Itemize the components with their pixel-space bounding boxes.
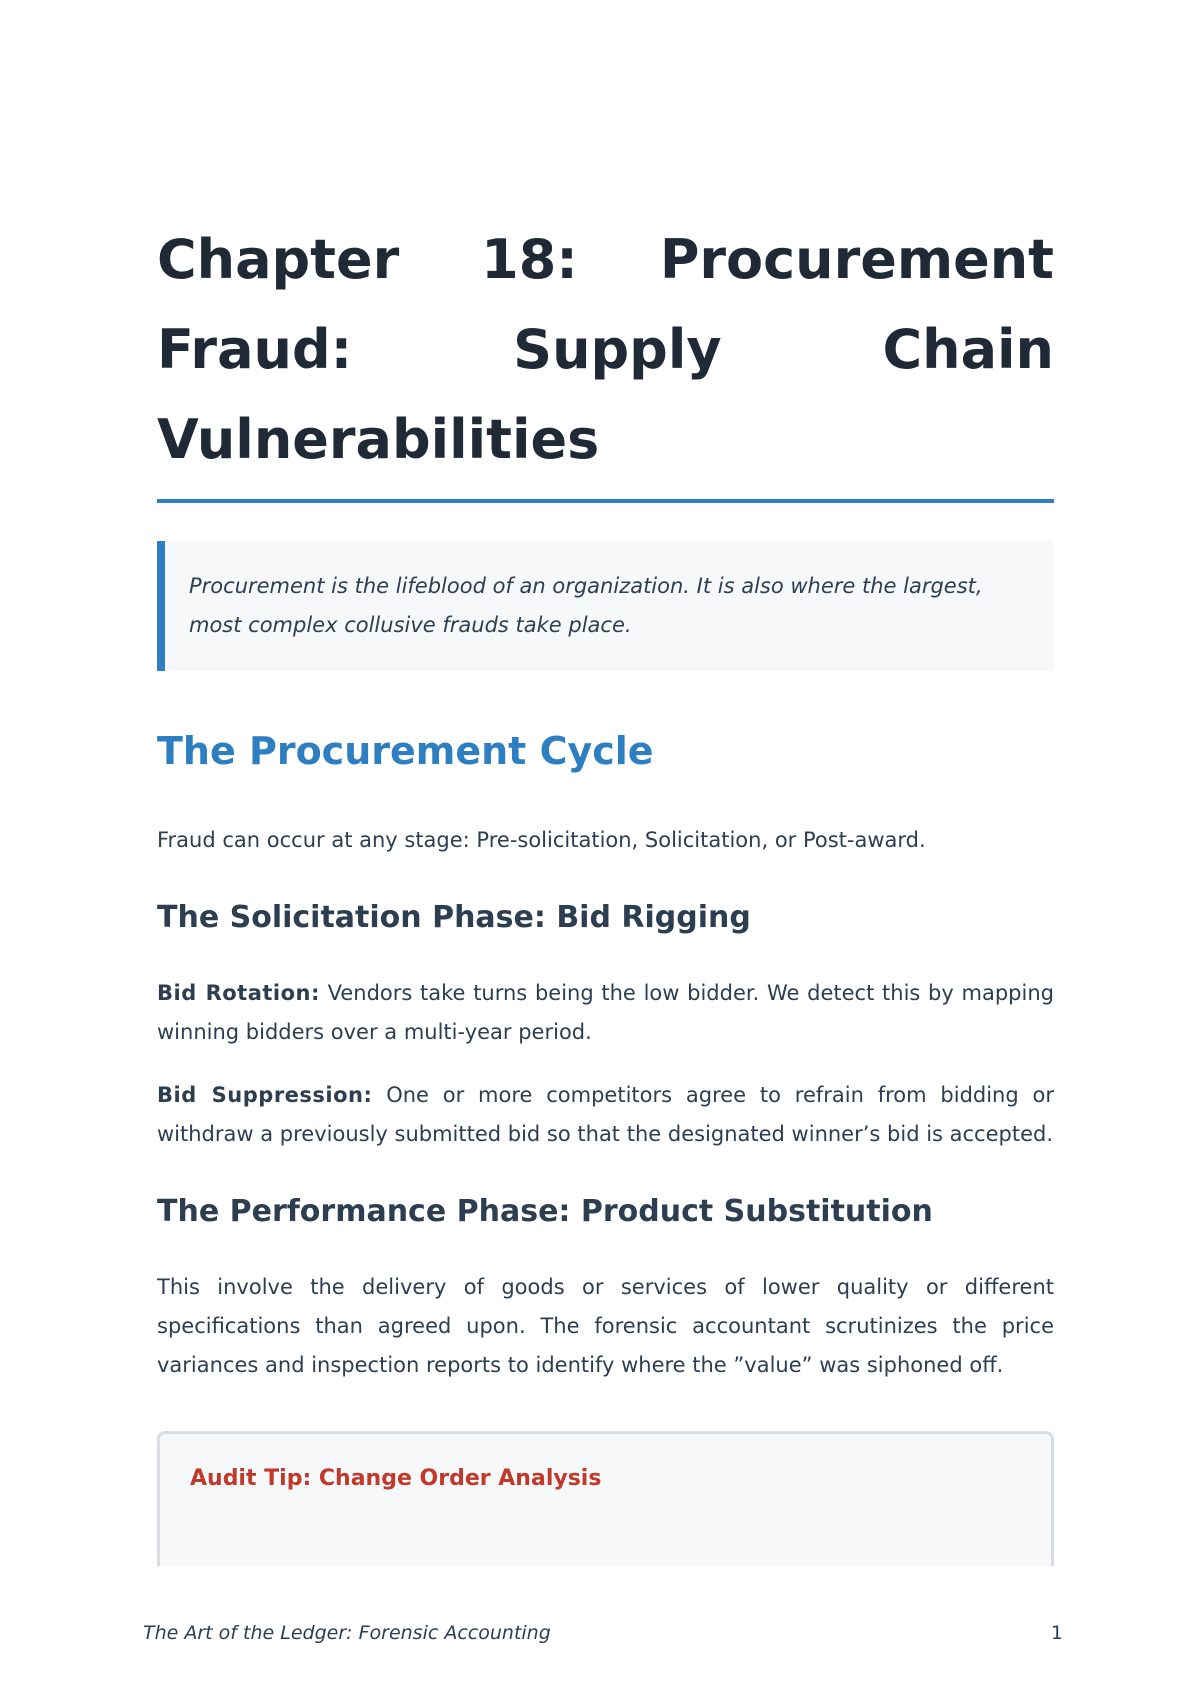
chapter-title: Chapter 18: Procurement Fraud: Supply Chain Vulnerabilities bbox=[157, 228, 1054, 471]
footer-book-title: The Art of the Ledger: Forensic Accounting bbox=[143, 1622, 551, 1644]
page-content bbox=[157, 215, 1054, 1566]
bid-suppression-text: One or more competitors agree to refrain from bidding or withdraw a previously submitted bid so that the designated winner’s bid is accepted. bbox=[157, 1083, 1054, 1146]
performance-paragraph: This involve the delivery of goods or services of lower quality or different specifications than agreed upon. The forensic accountant scrutinizes the price variances and inspection reports to identify where the ”value” was siphoned off. bbox=[157, 1275, 1054, 1377]
title-divider bbox=[157, 499, 1054, 503]
footer-page-number: 1 bbox=[1050, 1622, 1063, 1644]
audit-tip-box bbox=[157, 1431, 1054, 1566]
bid-rotation-paragraph bbox=[157, 974, 1054, 1052]
bid-rotation-text: Vendors take turns being the low bidder. We detect this by mapping winning bidders over a multi-year period. bbox=[157, 981, 1054, 1044]
audit-tip-title: Audit Tip: Change Order Analysis bbox=[190, 1466, 602, 1491]
performance-heading: The Performance Phase: Product Substitution bbox=[157, 1194, 933, 1229]
bid-rotation-term: Bid Rotation: bbox=[157, 981, 320, 1005]
bid-suppression-paragraph bbox=[157, 1076, 1054, 1154]
epigraph-quote: Procurement is the lifeblood of an organization. It is also where the largest, most complex collusive frauds take place. bbox=[157, 541, 1054, 671]
section-intro: Fraud can occur at any stage: Pre-solicitation, Solicitation, or Post-award. bbox=[157, 828, 926, 852]
section-heading: The Procurement Cycle bbox=[157, 729, 654, 773]
page-footer bbox=[143, 1622, 1063, 1644]
bid-suppression-term: Bid Suppression: bbox=[157, 1083, 373, 1107]
solicitation-heading: The Solicitation Phase: Bid Rigging bbox=[157, 900, 751, 935]
